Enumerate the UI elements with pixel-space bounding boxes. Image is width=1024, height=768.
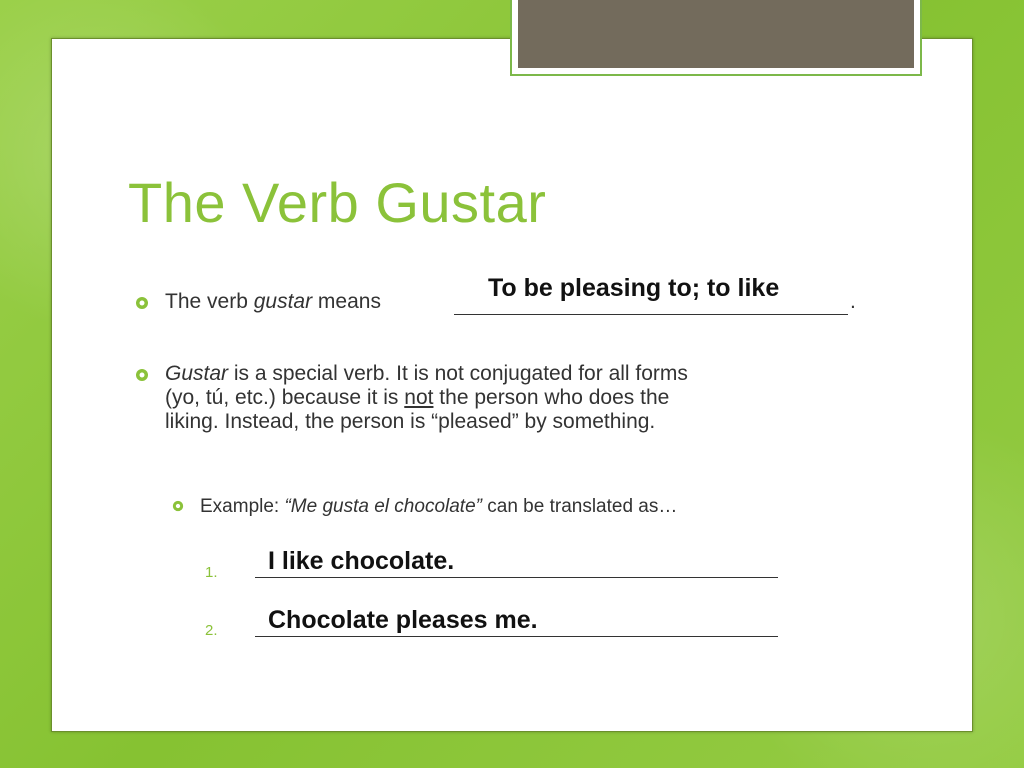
answer-translation-1: I like chocolate. xyxy=(268,547,455,575)
example-text: Example: “Me gusta el chocolate” can be translated as… xyxy=(200,496,678,517)
bullet-1-text: The verb gustar means xyxy=(165,290,381,313)
sub-bullet-icon xyxy=(172,500,186,514)
answer-meaning: To be pleasing to; to like xyxy=(488,274,780,302)
bullet-icon xyxy=(135,368,149,382)
decorative-tab xyxy=(518,0,914,68)
item-1-number: 1. xyxy=(205,564,218,581)
slide-title: The Verb Gustar xyxy=(128,171,547,234)
item-2-number: 2. xyxy=(205,622,218,639)
bullet-2-text: Gustar is a special verb. It is not conjugated for all forms (yo, tú, etc.) because it is not the person who does the liking. Instead, the person is “pleased” by something. xyxy=(165,362,688,433)
bullet-icon xyxy=(135,296,149,310)
answer-translation-2: Chocolate pleases me. xyxy=(268,606,538,634)
bullet-1-end: . xyxy=(850,290,856,313)
